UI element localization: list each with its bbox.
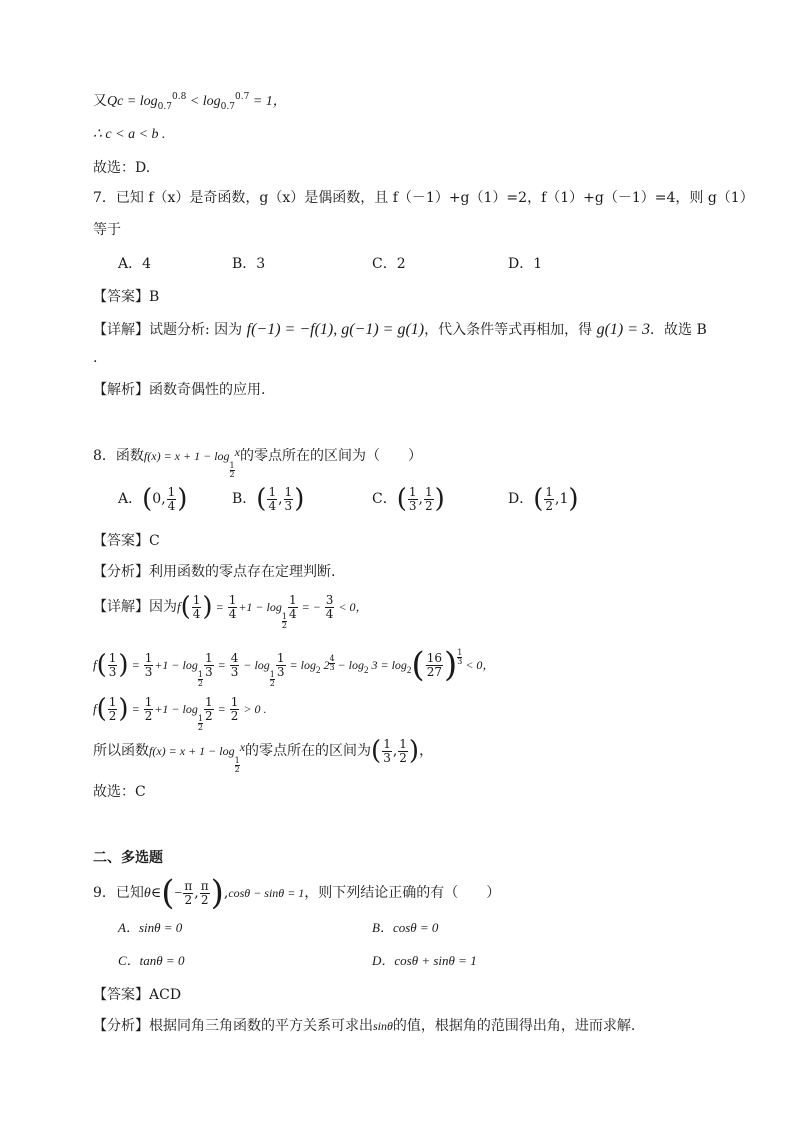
answer-value: C [149,533,160,549]
q9-option-c: C．tanθ = 0 [118,953,185,968]
text: 利用函数的零点存在定理判断. [149,564,336,580]
q7-stem: 7．已知 f（x）是奇函数，g（x）是偶函数，且 f（－1）+g（1）=2，f（1）+g（－1）=4，则 g（1） [93,190,754,206]
answer-tag: 【答案】 [93,987,149,1003]
text: 根据同角三角函数的平方关系可求出 [149,1018,373,1034]
q7-detail-dot: . [93,350,98,366]
q7-option-d: D．1 [508,256,543,272]
q8-conclusion: 所以函数f(x) = x + 1 − log $\frac{1}{2}$ x的零点所在的区间为( $\frac{1}{3}$ , $\frac{1}{2}$ )， [93,736,434,775]
section-title-multi-choice: 二、多选题 [93,850,163,866]
q8-detail-eq3: f( $\frac{1}{2}$ ) = $\frac{1}{2}$ +1 − log $\frac{1}{2}$ $\frac{1}{2}$ = $\frac{1}{2}$ > 0 . [93,694,267,733]
q9-option-b: B．cosθ = 0 [372,920,439,935]
answer-value: ACD [149,987,182,1003]
q8-stem: 8．函数f(x) = x + 1 − log $\frac{1}{2}$ x的零点所在的区间为（ ） [93,445,422,479]
subscript: 0.7 [157,102,172,112]
math: f(x) = x + 1 − log [149,744,235,759]
q7-answer [93,289,159,306]
label: A． [118,491,143,508]
analysis-tag: 【分析】 [93,564,149,580]
q8-answer [93,533,160,550]
superscript: 0.7 [235,92,250,102]
label: B． [232,491,257,508]
q8-option-a: A．(0, $\frac{1}{4}$ ) [118,484,188,515]
answer-tag: 【答案】 [93,533,149,549]
text: ，则下列结论正确的有（ ） [304,885,501,901]
log-base: $\frac{1}{2}$ [229,461,235,479]
math: cosθ − sinθ = 1 [228,886,305,900]
line-c-value [93,92,287,113]
q8-detail-eq1: 【详解】因为f( $\frac{1}{4}$ ) = $\frac{1}{4}$ +1 − log $\frac{1}{2}$ $\frac{1}{4}$ = − $\frac{3}{4}$ < 0， [93,592,368,631]
q8-final: 故选：C [93,784,146,800]
q7-stem-cont: 等于 [93,222,121,238]
q9-option-d: D．cosθ + sinθ = 1 [372,953,477,968]
text: ， [419,743,434,760]
analysis-tag: 【分析】 [93,1018,149,1034]
q8-detail-eq2: f( $\frac{1}{3}$ ) = $\frac{1}{3}$ +1 − log $\frac{1}{2}$ $\frac{1}{3}$ = $\frac{4}{3}$ − log $\frac{1}{2}$ $\frac{1}{3}$ = $\log_2 2$ $\frac{4}{3}$ − $\log_2 3 = \log_2$( $\frac{16}{27}$ ) $\frac{1}{3}$ < 0， [93,645,495,688]
label: C． [372,491,397,508]
q7-detail [93,320,707,339]
detail-tag: 【详解】 [93,322,149,338]
text: 的零点所在的区间为（ ） [239,448,422,464]
q8-option-d: D．( $\frac{1}{2}$ ,1) [508,484,579,515]
math: sinθ [373,1019,393,1033]
text: 又 [93,93,107,109]
math: g(1) = 3 [596,321,651,338]
math: < log [186,94,221,109]
q9-stem: 9．已知θ∈(− $\frac{\pi}{2}$ , $\frac{\pi}{2}$ ),cosθ − sinθ = 1，则下列结论正确的有（ ） [93,873,501,913]
superscript: 0.8 [172,92,187,102]
text: 函数奇偶性的应用. [149,382,266,398]
analysis-tag: 【解析】 [93,382,149,398]
q7-option-b: B．3 [232,256,266,272]
answer-value: B [149,289,160,305]
text: 8．函数 [93,448,144,464]
text: 9．已知 [93,885,144,901]
math: f(−1) = −f(1), g(−1) = g(1) [246,321,425,338]
math: f(x) = x + 1 − log [143,449,230,463]
q7-option-a: A．4 [118,256,152,272]
label: D． [508,491,534,508]
q8-option-b: B．( $\frac{1}{4}$ , $\frac{1}{3}$ ) [232,484,305,515]
line-choose-d: 故选：D. [93,160,151,176]
q9-analysis [93,1018,635,1035]
text: 因为 [149,599,177,616]
q9-answer [93,987,181,1004]
q7-analysis [93,382,265,399]
answer-tag: 【答案】 [93,289,149,305]
math: = 1， [249,94,287,109]
q9-option-a: A．sinθ = 0 [118,920,183,935]
text: 的零点所在的区间为 [245,743,372,760]
text: ，代入条件等式再相加，得 [424,322,597,338]
line-order: ∴ c < a < b . [93,127,166,142]
q8-option-c: C．( $\frac{1}{3}$ , $\frac{1}{2}$ ) [372,484,445,515]
text: ．故选 B [650,322,707,338]
text: 的值，根据角的范围得出角，进而求解. [392,1018,636,1034]
text: 试题分析: 因为 [149,322,247,338]
text: 所以函数 [93,743,149,760]
math: Qc = log [107,94,158,109]
detail-tag: 【详解】 [93,599,149,616]
q8-analysis [93,564,335,581]
subscript: 0.7 [220,102,235,112]
q7-option-c: C．2 [372,256,406,272]
